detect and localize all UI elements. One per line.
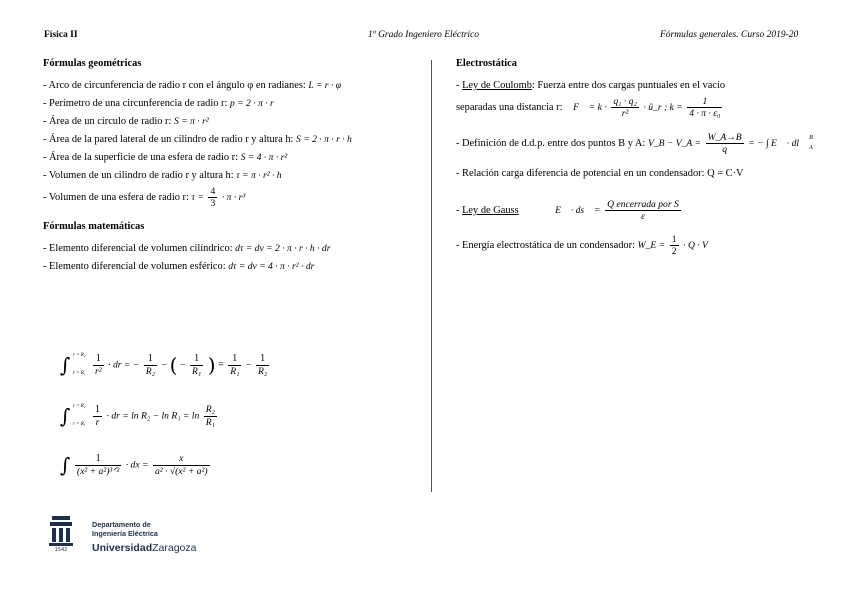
energy-lhs: W_E = [637, 240, 666, 251]
fraction-den: R₁ [205, 416, 215, 428]
coulomb-formula-rest: · û_r ; k = [643, 102, 683, 113]
fraction-den: r² [621, 108, 629, 120]
fraction [706, 133, 744, 155]
ddp-lhs: V_B − V_A = [647, 138, 701, 149]
header-degree: 1º Grado Ingeniero Eléctrico [368, 30, 480, 40]
coulomb-formula-lhs: F⃗ = k · [573, 102, 607, 113]
fraction [605, 200, 681, 222]
fraction [611, 97, 638, 119]
integral-limits [73, 403, 86, 429]
logo-year: 1542 [54, 547, 68, 552]
formula-text: - Área de la superficie de una esfera de radio r: [43, 152, 239, 163]
fraction-num: W_A→B [707, 131, 742, 143]
integral-lower-limit: r = R₁ [72, 422, 86, 427]
energy-text: - Energía electrostática de un condensador: [456, 240, 635, 251]
fraction-num: 1 [95, 403, 101, 415]
fraction-den: (x² + a²)³ᐟ² [76, 465, 120, 477]
fraction-den: R₂ [258, 365, 268, 377]
fraction [687, 97, 722, 119]
fraction-den: R₂ [145, 365, 155, 377]
coulomb-line-1: - Ley de Coulomb: Fuerza entre dos cargas puntuales en el vacío [456, 80, 726, 91]
fraction-num: 1 [228, 354, 241, 366]
fraction-den: R₁ [192, 365, 202, 377]
electro-section-title: Electrostática [456, 58, 517, 69]
formula-line [43, 149, 423, 167]
university-name-rest: Zaragoza [152, 542, 197, 554]
ddp-limits [809, 134, 813, 153]
formula-text: - Arco de circunferencia de radio r con el ángulo φ en radianes: [43, 80, 306, 91]
fraction-den: a² · √(x² + a²) [154, 465, 208, 477]
fraction-den: 4 · π · ε₀ [689, 108, 721, 120]
formula-expression: S = 4 · π · r² [240, 152, 288, 163]
integral-sign: ∫ [60, 453, 71, 477]
fraction-num: 1 [190, 354, 203, 366]
fraction-num: 1 [75, 454, 121, 466]
paren-close: ) [207, 353, 216, 377]
coulomb-text-2: separadas una distancia r: [456, 102, 563, 113]
fraction [93, 405, 102, 428]
fraction-den: 3 [210, 198, 216, 210]
coulomb-law-label: Ley de Coulomb [462, 80, 532, 91]
formula-text: - Volumen de una esfera de radio r: [43, 192, 189, 203]
fraction-den: r [95, 416, 100, 428]
department-line-2: Ingeniería Eléctrica [92, 529, 158, 538]
ddp-upper-limit: B [809, 135, 813, 142]
integral-operator: − [161, 359, 168, 371]
integral-upper-limit: r = R₂ [72, 353, 86, 358]
fraction-den: 2 [671, 246, 677, 258]
formula-expression: τ = π · r² · h [236, 170, 282, 181]
university-name [92, 541, 196, 555]
fraction [204, 405, 217, 427]
formula-expression: dτ = dv = 2 · π · r · h · dr [235, 243, 331, 254]
formula-text: - Elemento diferencial de volumen cilíndrico: [43, 243, 233, 254]
fraction [75, 454, 121, 477]
formula-line [43, 77, 423, 95]
integral-operator: − [245, 359, 252, 371]
formula-text: - Elemento diferencial de volumen esférico: [43, 261, 226, 272]
fraction-den: q [722, 144, 728, 156]
capacitor-text: - Relación carga diferencia de potencial en un condensador: [456, 168, 705, 179]
integral-1: ∫ r = R₂ r = R₁ $\frac{1}{\text{r²}}$ · dr = − $\frac{1}{\text{R₂}}$ − ( − $\frac{1}{\text{R₁}}$ ) = $\frac{1}{\text{R₁}}$ − $\frac{1}{\text{R₂}}$ [60, 352, 268, 377]
integral-operator: = [218, 359, 224, 371]
fraction-num: q₁ · q₂ [613, 95, 637, 107]
department-line-1: Departamento de [92, 520, 151, 529]
university-name-bold: Universidad [92, 542, 153, 554]
fraction [153, 454, 210, 476]
formula-text: - Volumen de un cilindro de radio r y altura h: [43, 170, 234, 181]
integral-sign: ∫ [60, 404, 71, 428]
integral-upper-limit: r = R₂ [72, 404, 86, 409]
formula-expression: L = r · φ [308, 80, 342, 91]
ddp-line [456, 127, 836, 161]
formula-line [43, 258, 423, 276]
integral-lower-limit: r = R₁ [72, 371, 86, 376]
integral-3 [60, 453, 212, 477]
capacitor-formula: Q = C·V [707, 168, 744, 179]
formula-line [43, 113, 423, 131]
fraction-num: 1 [687, 97, 722, 109]
fraction [256, 354, 269, 377]
coulomb-text: : Fuerza entre dos cargas puntuales en el vacío [531, 80, 726, 91]
fraction-den: r² [95, 365, 102, 377]
formula-text: - Área de un círculo de radio r: [43, 116, 172, 127]
fraction [208, 187, 217, 209]
fraction-num: Q encerrada por S [607, 198, 679, 210]
formula-text: - Área de la pared lateral de un cilindro de radio r y altura h: [43, 134, 294, 145]
formula-expression: S = 2 · π · r · h [296, 134, 352, 145]
integral-text: · dx = [125, 459, 149, 471]
formula-text: - Perímetro de una circunferencia de radio r: [43, 98, 228, 109]
right-column [456, 58, 836, 259]
gauss-lhs: ∯ E⃗ · ds⃗ = [545, 205, 601, 216]
fraction [190, 354, 203, 377]
fraction [93, 354, 104, 377]
integral-2 [60, 403, 219, 429]
fraction [144, 354, 157, 377]
integral-text: · dr = ln R₂ − ln R₁ = ln [106, 410, 200, 422]
formula-lhs: τ = [191, 192, 204, 203]
formula-expression: S = π · r² [174, 116, 209, 127]
formula-line [43, 95, 423, 113]
integral-limits [73, 352, 86, 378]
capacitor-line [456, 165, 836, 183]
formula-line [43, 167, 423, 185]
formula-line [43, 131, 423, 149]
energy-line [456, 233, 836, 259]
fraction-num: 4 [210, 185, 216, 197]
university-logo-icon [49, 516, 73, 552]
fraction-den: ε [641, 211, 645, 223]
fraction-num: R₂ [205, 403, 215, 415]
ddp-lower-limit: A [809, 144, 813, 151]
fraction-num: 1 [256, 354, 269, 366]
integral-text: · dr = − [108, 359, 140, 371]
coulomb-line-2 [456, 95, 836, 121]
left-column [43, 58, 423, 276]
gauss-law-label: Ley de Gauss [462, 205, 519, 216]
fraction-num: 1 [93, 354, 104, 366]
formula-rest: · π · r³ [221, 192, 246, 203]
formula-line-sphere-volume [43, 185, 423, 211]
geometric-section-title: Fórmulas geométricas [43, 58, 142, 69]
gauss-line: - Ley de Gauss ∯ E⃗ · ds⃗ = $\frac{\text{Q encerrada por S}}{\varepsilon}$ [456, 198, 679, 223]
ddp-rest: = − ∫ E⃗ · dl⃗ [748, 138, 807, 149]
paren-open: ( [169, 353, 178, 377]
fraction-num: 1 [144, 354, 157, 366]
header-title: Fórmulas generales. Curso 2019-20 [660, 30, 799, 40]
fraction-num: 1 [671, 233, 677, 245]
ddp-text: - Definición de d.d.p. entre dos puntos B y A: [456, 138, 646, 149]
header-course: Física II [44, 30, 78, 40]
department-logo-text [92, 520, 196, 555]
formula-line [43, 240, 423, 258]
energy-rest: · Q · V [683, 240, 708, 251]
fraction [228, 354, 241, 377]
formula-expression: p = 2 · π · r [229, 98, 274, 109]
column-divider [431, 60, 432, 492]
fraction-num: x [153, 454, 210, 466]
formula-expression: dτ = dv = 4 · π · r² · dr [228, 261, 315, 272]
integral-sign: ∫ [60, 353, 71, 377]
fraction-den: R₁ [230, 365, 240, 377]
math-section-title: Fórmulas matemáticas [43, 221, 145, 232]
fraction [670, 235, 679, 257]
